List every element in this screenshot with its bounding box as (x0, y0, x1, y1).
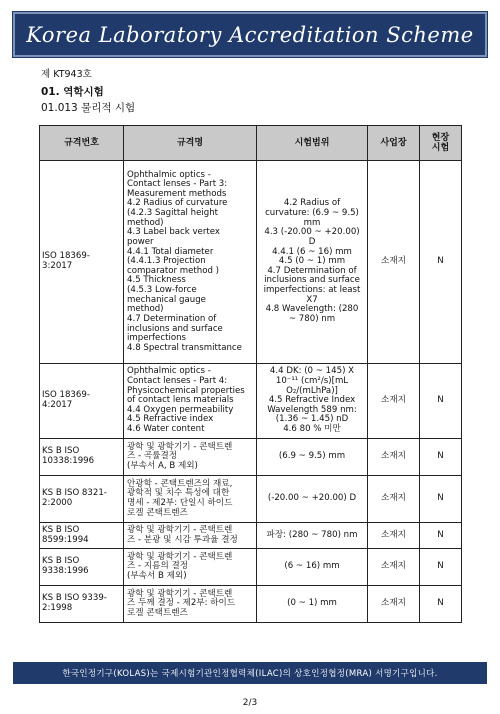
standard-code: KS B ISO 9339- 2:1998 (40, 586, 124, 623)
standard-name: Ophthalmic optics - Contact lenses - Part 3: Measurement methods 4.2 Radius of curvature (4.2.3 Sagittal height method) 4.3 Label back vertex power 4.4.1 Total diameter (4.4.1.3 Projection comparator method ) 4.5 Thickness (4.5.3 Low-force mechanical gauge method) 4.7 Determination of inclusions and surface imperfections 4.8 Spectral transmittance (124, 161, 257, 364)
test-range: 4.4 DK: (0 ~ 145) X 10⁻¹¹ (cm²/s)[mL O₂/(mLhPa)] 4.5 Refractive Index Wavelength 589 nm: (1.36 ~ 1.45) nD 4.6 80 % 미만 (257, 364, 368, 439)
standard-name: 안광학 - 콘택트렌즈의 재료, 광학적 및 치수 특성에 대한 명세 - 제2부: 단일시 하이드 로겔 콘택트렌즈 (124, 476, 257, 523)
standard-name: 광학 및 광학기기 - 콘택트렌 즈 - 지름의 결정 (부속서 B 제외) (124, 549, 257, 586)
footer-banner (13, 662, 487, 684)
table-row (40, 549, 462, 586)
table-header-row (40, 126, 462, 161)
site: 소재지 (368, 476, 420, 523)
column-header-code: 규격번호 (40, 126, 124, 161)
standard-code: ISO 18369- 3:2017 (40, 161, 124, 364)
column-header-range: 시험범위 (257, 126, 368, 161)
test-range: (-20.00 ~ +20.00) D (257, 476, 368, 523)
site: 소재지 (368, 549, 420, 586)
accreditation-table (39, 125, 462, 623)
table-row (40, 364, 462, 439)
standard-code: KS B ISO 9338:1996 (40, 549, 124, 586)
banner-title: Korea Laboratory Accreditation Scheme (26, 22, 474, 47)
standard-name: Ophthalmic optics - Contact lenses - Part 4: Physicochemical properties of contact lens materials 4.4 Oxygen permeability 4.5 Refractive index 4.6 Water content (124, 364, 257, 439)
onsite-flag: N (420, 523, 462, 549)
site: 소재지 (368, 523, 420, 549)
site: 소재지 (368, 586, 420, 623)
document-number: 제 KT943호 (41, 69, 92, 80)
column-header-name: 규격명 (124, 126, 257, 161)
standard-name: 광학 및 광학기기 - 콘택트렌 즈 두께 결정 - 제2부: 하이드 로겔 콘택트렌즈 (124, 586, 257, 623)
site: 소재지 (368, 364, 420, 439)
column-header-site: 사업장 (368, 126, 420, 161)
standard-code: KS B ISO 8321- 2:2000 (40, 476, 124, 523)
footer-text: 한국인정기구(KOLAS)는 국제시험기관인정협력체(ILAC)의 상호인정협정(MRA) 서명기구입니다. (62, 669, 438, 679)
standard-name: 광학 및 광학기기 - 콘택트렌 즈 - 곡률결정 (부속서 A, B 제외) (124, 439, 257, 476)
test-range: (6.9 ~ 9.5) mm (257, 439, 368, 476)
table-row (40, 439, 462, 476)
onsite-flag: N (420, 476, 462, 523)
test-range: (6 ~ 16) mm (257, 549, 368, 586)
standard-code: ISO 18369- 4:2017 (40, 364, 124, 439)
table-row (40, 586, 462, 623)
standard-code: KS B ISO 8599:1994 (40, 523, 124, 549)
onsite-flag: N (420, 161, 462, 364)
standard-name: 광학 및 광학기기 - 콘택트렌 즈 - 분광 및 시감 투과율 결정 (124, 523, 257, 549)
section-heading: 01. 역학시험 (41, 86, 104, 98)
onsite-flag: N (420, 364, 462, 439)
subsection-heading: 01.013 물리적 시험 (41, 102, 136, 114)
standard-code: KS B ISO 10338:1996 (40, 439, 124, 476)
table-row (40, 476, 462, 523)
site: 소재지 (368, 439, 420, 476)
table-row (40, 161, 462, 364)
test-range: 4.2 Radius of curvature: (6.9 ~ 9.5) mm 4.3 (-20.00 ~ +20.00) D 4.4.1 (6 ~ 16) mm 4.5 (0 ~ 1) mm 4.7 Determination of inclusions and surface imperfections: at least X7 4.8 Wavelength: (280 ~ 780) nm (257, 161, 368, 364)
test-range: 파장: (280 ~ 780) nm (257, 523, 368, 549)
column-header-onsite: 현장 시험 (420, 126, 462, 161)
onsite-flag: N (420, 549, 462, 586)
onsite-flag: N (420, 586, 462, 623)
test-range: (0 ~ 1) mm (257, 586, 368, 623)
table-row (40, 523, 462, 549)
page-number: 2/3 (242, 698, 258, 708)
site: 소재지 (368, 161, 420, 364)
onsite-flag: N (420, 439, 462, 476)
title-banner (13, 12, 487, 57)
